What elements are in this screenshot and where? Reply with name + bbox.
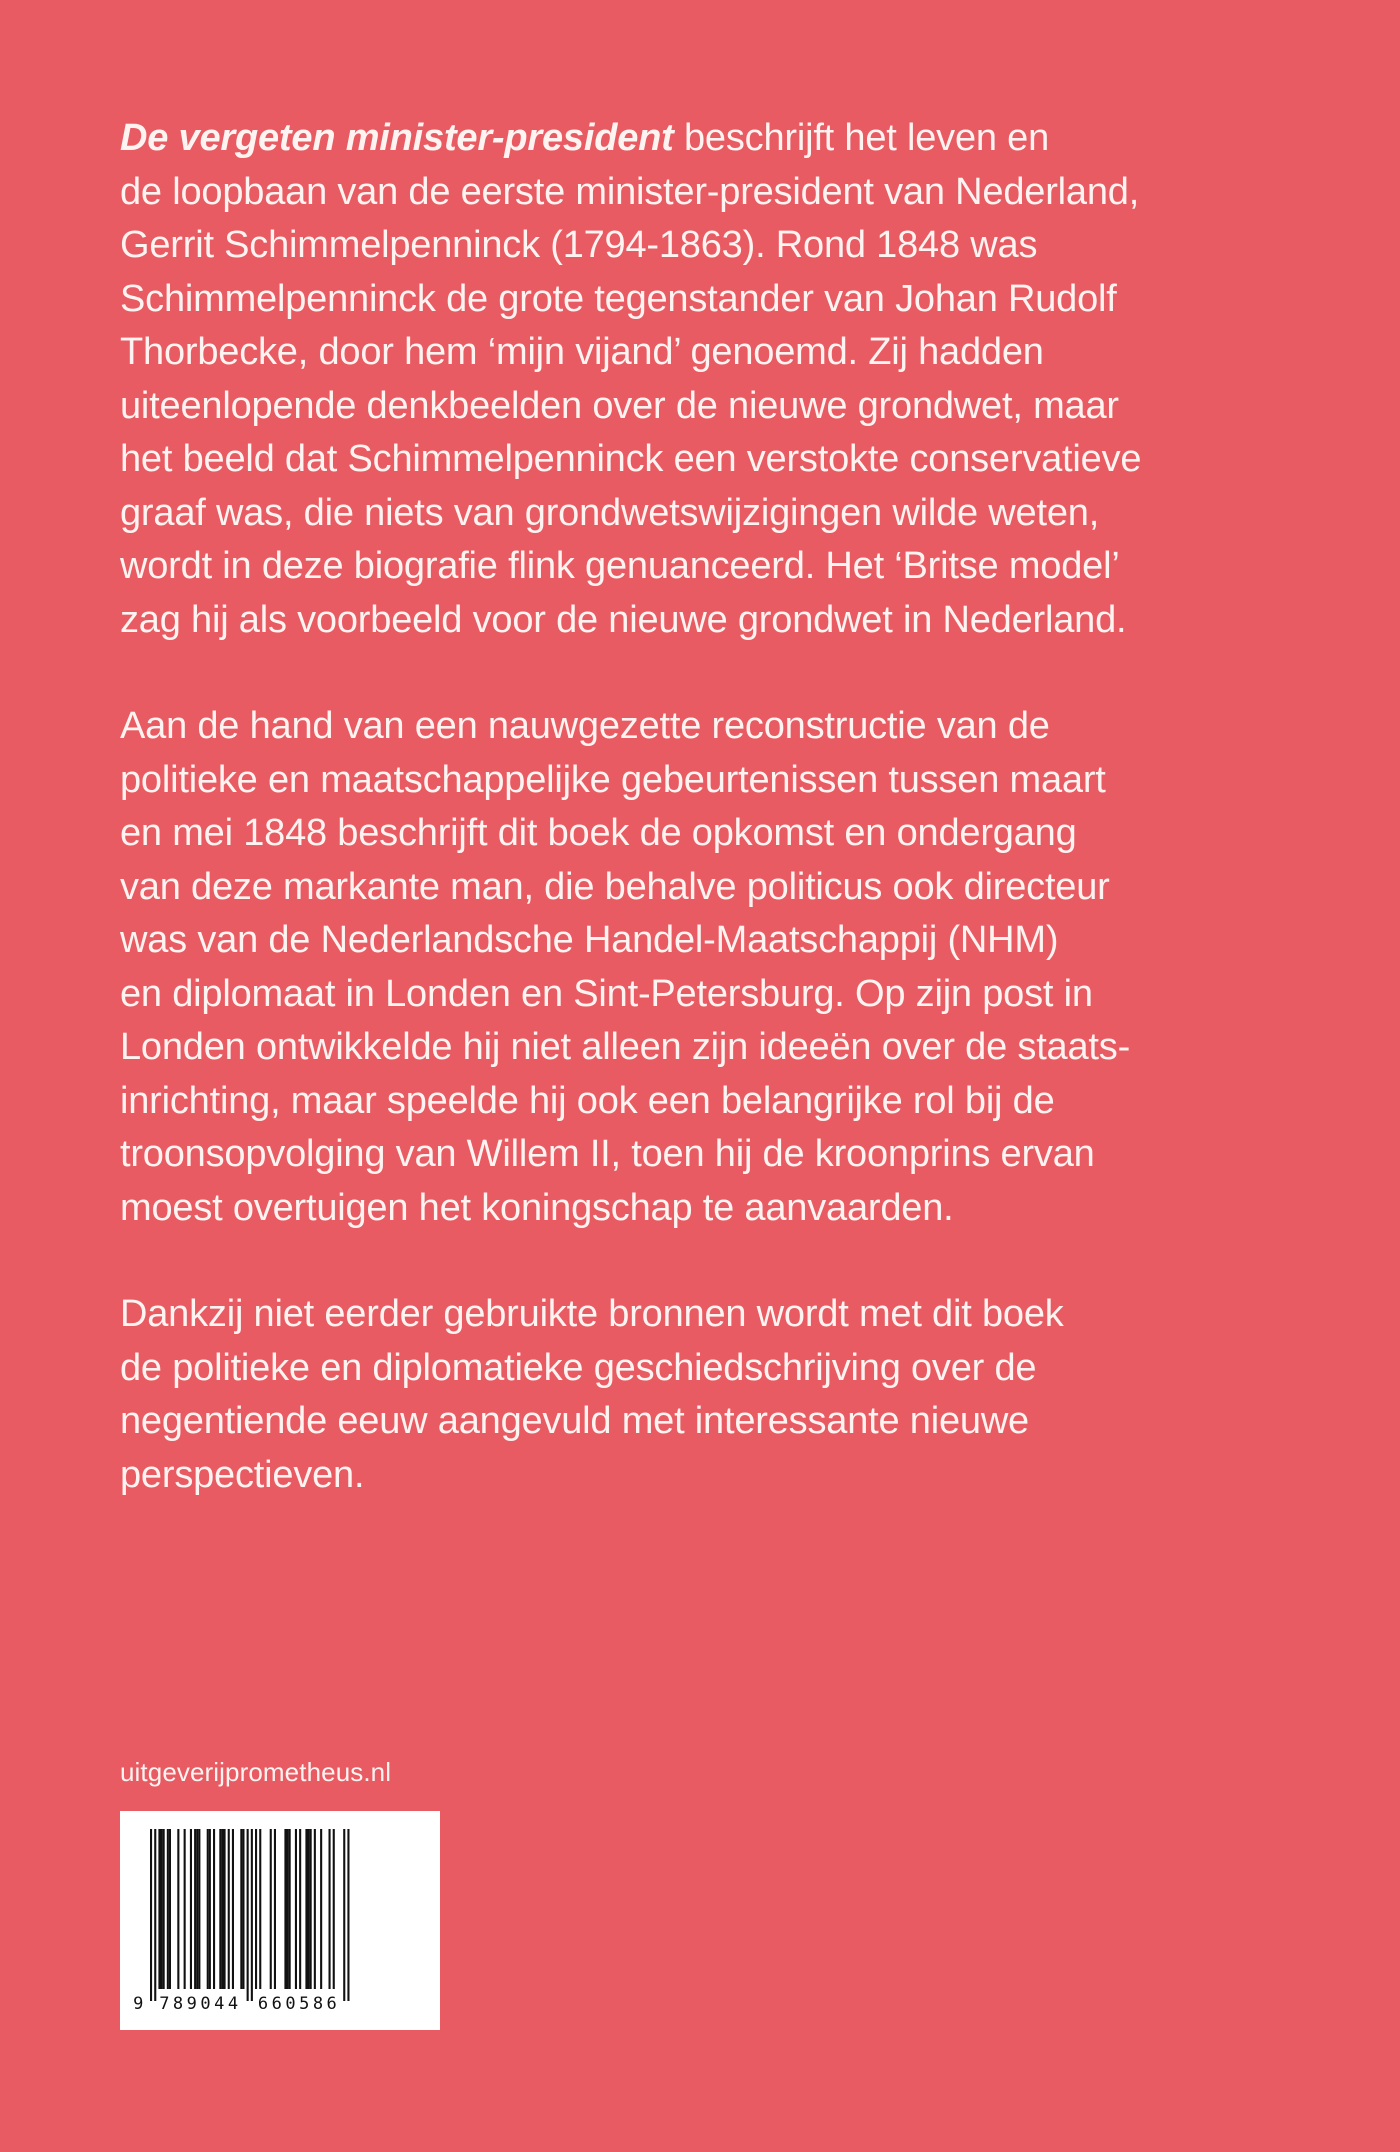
paragraph-1-line: Schimmelpenninck de grote tegenstander van Johan Rudolf: [120, 277, 1117, 320]
barcode-bar: [177, 1829, 179, 1989]
barcode-bar: [167, 1829, 169, 1989]
barcode-bar: [333, 1829, 335, 1989]
paragraph-3-line: Dankzij niet eerder gebruikte bronnen wordt met dit boek: [120, 1293, 1064, 1335]
paragraph-1-line: wordt in deze biografie flink genuanceerd. Het ‘Britse model’: [120, 545, 1120, 587]
barcode-digits: 789044: [159, 1994, 242, 2014]
barcode-bar: [274, 1829, 276, 1989]
back-cover-description: [120, 112, 1300, 1502]
barcode-bar: [259, 1829, 261, 1989]
barcode-bar: [287, 1829, 289, 1989]
paragraph-1-line: uiteenlopende denkbeelden over de nieuwe grondwet, maar: [120, 384, 1119, 427]
publisher-website: uitgeverijprometheus.nl: [120, 1757, 392, 1787]
paragraph-1-line: Gerrit Schimmelpenninck (1794-1863). Rond 1848 was: [120, 224, 1038, 266]
description-paragraph-2: [120, 700, 1300, 1235]
barcode-bar: [347, 1829, 349, 2001]
barcode-bar: [308, 1829, 310, 1989]
paragraph-1-line: Thorbecke, door hem ‘mijn vijand’ genoemd. Zij hadden: [120, 331, 1044, 373]
description-paragraph-3: [120, 1288, 1300, 1502]
barcode-bar: [198, 1829, 200, 1989]
barcode-bar: [224, 1829, 226, 1989]
barcode-bar: [295, 1829, 297, 1989]
paragraph-2-line: en diplomaat in Londen en Sint-Petersburg. Op zijn post in: [120, 972, 1093, 1015]
paragraph-2-line: van deze markante man, die behalve politicus ook directeur: [120, 865, 1110, 908]
barcode-bar: [305, 1829, 307, 1989]
barcode-bar: [247, 1829, 249, 2001]
barcode-bar: [310, 1829, 312, 1989]
paragraph-2-line: moest overtuigen het koningschap te aanvaarden.: [120, 1186, 954, 1229]
barcode-bar: [194, 1829, 196, 1989]
paragraph-2-line: en mei 1848 beschrijft dit boek de opkomst en ondergang: [120, 812, 1077, 854]
barcode-bar: [209, 1829, 211, 1989]
barcode-bar: [314, 1829, 316, 1989]
paragraph-1-line: het beeld dat Schimmelpenninck een verstokte conservatieve: [120, 438, 1142, 480]
barcode-bar: [232, 1829, 234, 1989]
barcode-bar: [270, 1829, 272, 1989]
barcode-bar: [240, 1829, 242, 1989]
barcode-bar: [343, 1829, 345, 2001]
barcode-bar: [221, 1829, 223, 1989]
paragraph-1-line: zag hij als voorbeeld voor de nieuwe grondwet in Nederland.: [120, 598, 1127, 641]
barcode-bar: [329, 1829, 331, 1989]
paragraph-1-line-1-rest: beschrijft het leven en: [673, 117, 1050, 159]
paragraph-1-line: de loopbaan van de eerste minister-president van Nederland,: [120, 170, 1140, 213]
barcode-bar: [284, 1829, 286, 1989]
book-title-emphasis: De vergeten minister-president: [120, 117, 674, 159]
barcode-bar: [213, 1829, 215, 1989]
paragraph-3-line: de politieke en diplomatieke geschiedschrijving over de: [120, 1346, 1037, 1389]
paragraph-2-line: Londen ontwikkelde hij niet alleen zijn ideeën over de staats-: [120, 1026, 1131, 1068]
barcode-bar: [184, 1829, 186, 1989]
paragraph-1-line-1: [120, 112, 1300, 166]
paragraph-2-line: politieke en maatschappelijke gebeurtenissen tussen maart: [120, 758, 1106, 801]
barcode-bar: [154, 1829, 156, 2001]
barcode-bar: [158, 1829, 160, 1989]
barcode-bar: [196, 1829, 198, 1989]
barcode-graphic: [120, 1811, 440, 2030]
paragraph-2-line: troonsopvolging van Willem II, toen hij de kroonprins ervan: [120, 1133, 1095, 1175]
barcode-bar: [219, 1829, 221, 1989]
barcode-bar: [207, 1829, 209, 1989]
paragraph-1-line: graaf was, die niets van grondwetswijzigingen wilde weten,: [120, 491, 1100, 534]
barcode-bar: [161, 1829, 163, 1989]
barcode-bar: [320, 1829, 322, 1989]
paragraph-2-line: was van de Nederlandsche Handel-Maatschappij (NHM): [120, 919, 1059, 961]
barcode-bar: [150, 1829, 152, 2001]
barcode-bar: [255, 1829, 257, 1989]
barcode-bar: [228, 1829, 230, 1989]
barcode-bar: [190, 1829, 192, 1989]
barcode-bar: [251, 1829, 253, 2001]
barcode-bar: [169, 1829, 171, 1989]
barcode-digits: 660586: [257, 1994, 341, 2014]
paragraph-2-line: inrichting, maar speelde hij ook een belangrijke rol bij de: [120, 1079, 1055, 1122]
barcode-digits: 9: [133, 1994, 147, 2014]
barcode-bar: [163, 1829, 165, 1989]
paragraph-3-line: negentiende eeuw aangevuld met interessante nieuwe: [120, 1400, 1029, 1442]
barcode-bar: [289, 1829, 291, 1989]
barcode-bar: [299, 1829, 301, 1989]
isbn-barcode: [120, 1811, 440, 2030]
paragraph-2-line: Aan de hand van een nauwgezette reconstructie van de: [120, 705, 1050, 747]
paragraph-3-line: perspectieven.: [120, 1453, 365, 1496]
barcode-bar: [242, 1829, 244, 1989]
description-paragraph-1: [120, 112, 1300, 647]
